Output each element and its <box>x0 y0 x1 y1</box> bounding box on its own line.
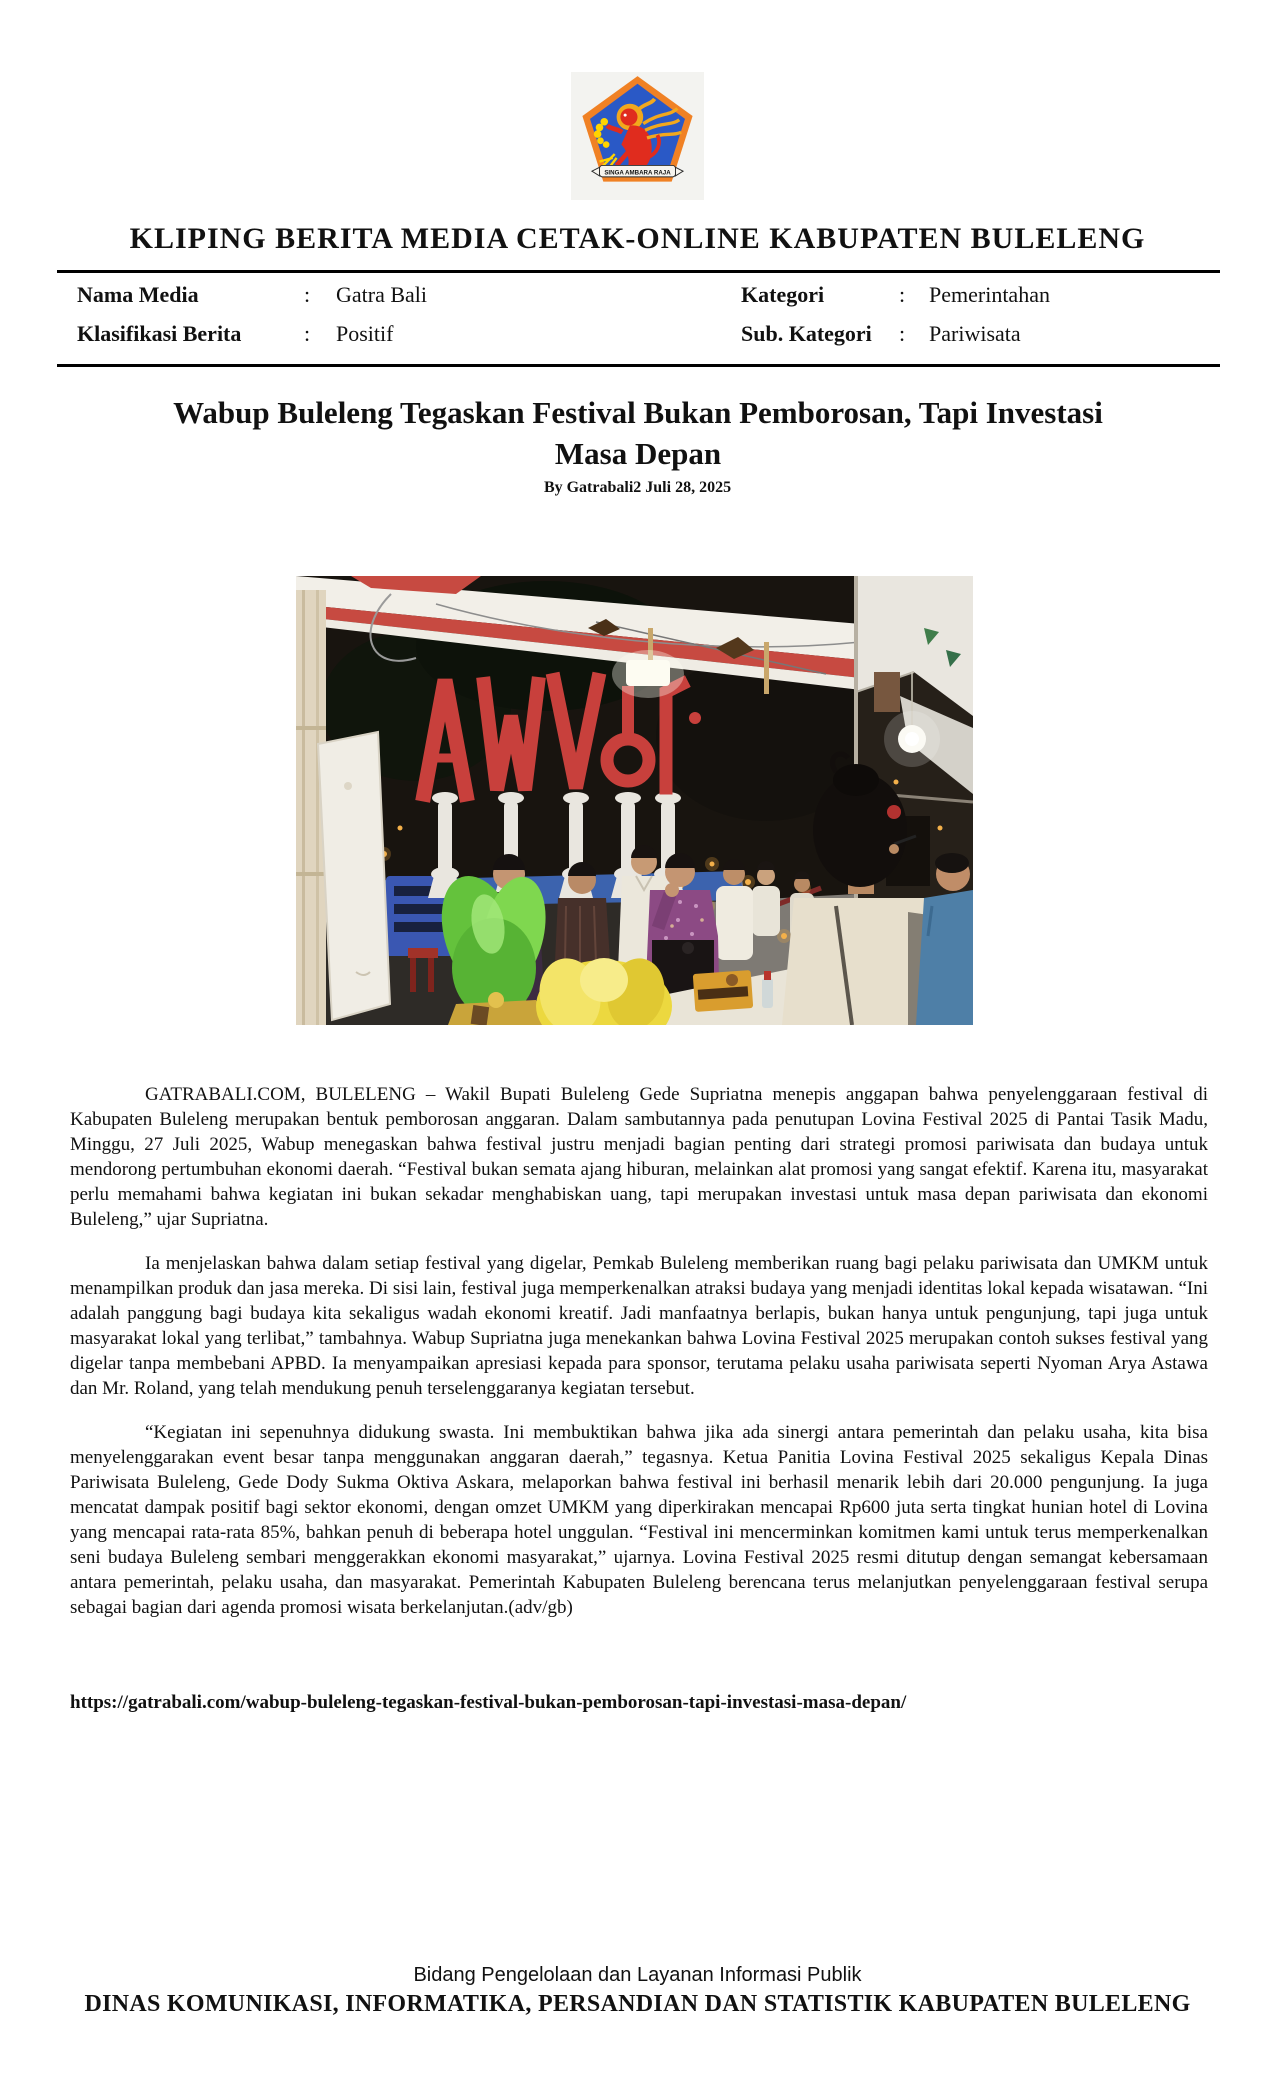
colon-separator: : <box>304 282 311 307</box>
regency-logo <box>571 72 704 200</box>
value-klasifikasi-berita: Positif <box>336 321 394 346</box>
label-klasifikasi-berita: Klasifikasi Berita <box>77 321 242 346</box>
article-source-url[interactable]: https://gatrabali.com/wabup-buleleng-tegaskan-festival-bukan-pemborosan-tapi-investasi-masa-depan/ <box>70 1692 907 1713</box>
article-paragraph-2: Ia menjelaskan bahwa dalam setiap festival yang digelar, Pemkab Buleleng memberikan ruang bagi pelaku pariwisata dan UMKM untuk menampilkan produk dan jasa mereka. Di sisi lain, festival juga memperkenalkan atraksi budaya yang menjadi identitas lokal kepada wisatawan. “Ini adalah panggung bagi budaya kita sekaligus wadah ekonomi kreatif. Jadi manfaatnya berlapis, bukan hanya untuk pengunjung, tapi juga untuk masyarakat lokal yang terlibat,” tambahnya. Wabup Supriatna juga menekankan bahwa Lovina Festival 2025 merupakan contoh sukses festival yang digelar tanpa membebani APBD. Ia menyampaikan apresiasi kepada para sponsor, terutama pelaku usaha pariwisata seperti Nyoman Arya Astawa dan Mr. Roland, yang telah mendukung penuh terselenggaranya kegiatan tersebut. <box>70 1253 1208 1399</box>
article-title <box>68 392 1208 474</box>
label-sub-kategori: Sub. Kategori <box>741 321 872 346</box>
floodlight <box>612 650 684 698</box>
meta-row <box>77 280 1197 319</box>
article-paragraph-3: “Kegiatan ini sepenuhnya didukung swasta. Ini membuktikan bahwa jika ada sinergi antara pemerintah dan pelaku usaha, kita bisa menyelenggarakan event besar tanpa menggunakan anggaran daerah,” tegasnya. Ketua Panitia Lovina Festival 2025 sekaligus Kepala Dinas Pariwisata Buleleng, Gede Dody Sukma Oktiva Askara, melaporkan bahwa festival ini berhasil menarik lebih dari 20.000 pengunjung. Ia juga mencatat dampak positif bagi sektor ekonomi, dengan omzet UMKM yang diperkirakan mencapai Rp600 juta serta tingkat hunian hotel di Lovina yang mencapai rata-rata 85%, bahkan penuh di beberapa hotel unggulan. “Festival ini mencerminkan komitmen kami untuk terus memperkenalkan seni budaya Buleleng sembari menggerakkan ekonomi masyarakat,” ujarnya. Lovina Festival 2025 resmi ditutup dengan semangat kebersamaan antara pemerintah, pelaku usaha, dan masyarakat. Pemerintah Kabupaten Buleleng berencana terus melanjutkan penyelenggaraan festival serupa sebagai bagian dari agenda promosi wisata berkelanjutan.(adv/gb) <box>70 1422 1208 1618</box>
colon-separator: : <box>899 321 906 346</box>
footer-agency: DINAS KOMUNIKASI, INFORMATIKA, PERSANDIAN DAN STATISTIK KABUPATEN BULELENG <box>84 1991 1191 2017</box>
article-title-line1: Wabup Buleleng Tegaskan Festival Bukan Pemborosan, Tapi Investasi <box>173 395 1103 430</box>
emblem-banner <box>592 165 683 176</box>
meta-right-cell <box>741 321 1021 347</box>
article-photo <box>296 576 973 1025</box>
festival-photo-illustration <box>296 576 973 1025</box>
colon-separator: : <box>304 321 311 346</box>
label-kategori: Kategori <box>741 282 825 307</box>
snack-box <box>693 970 754 1012</box>
value-sub-kategori: Pariwisata <box>929 321 1021 346</box>
colon-separator: : <box>899 282 906 307</box>
article-byline: By Gatrabali2 Juli 28, 2025 <box>543 479 732 496</box>
header-rule-bottom <box>57 364 1220 367</box>
emblem-banner-text: SINGA AMBARA RAJA <box>604 169 671 177</box>
article-paragraph-1: GATRABALI.COM, BULELENG – Wakil Bupati Buleleng Gede Supriatna menepis anggapan bahwa penyelenggaraan festival di Kabupaten Buleleng merupakan bentuk pemborosan anggaran. Dalam sambutannya pada penutupan Lovina Festival 2025 di Pantai Tasik Madu, Minggu, 27 Juli 2025, Wabup menegaskan bahwa festival justru menjadi bagian penting dari strategi promosi pariwisata dan budaya untuk mendorong pertumbuhan ekonomi daerah. “Festival bukan semata ajang hiburan, melainkan alat promosi yang sangat efektif. Karena itu, masyarakat perlu memahami bahwa kegiatan ini bukan sekadar menghabiskan uang, tapi merupakan investasi untuk masa depan pariwisata dan ekonomi Buleleng,” ujar Supriatna. <box>70 1084 1208 1230</box>
label-nama-media: Nama Media <box>77 282 199 307</box>
meta-row <box>77 319 1197 358</box>
meta-right-cell <box>741 282 1050 308</box>
gift-wrap-yellow <box>532 952 672 1025</box>
value-kategori: Pemerintahan <box>929 282 1050 307</box>
media-meta-table <box>77 280 1197 358</box>
article-body <box>70 1082 1208 1682</box>
footer-division: Bidang Pengelolaan dan Layanan Informasi Publik <box>413 1964 862 1986</box>
document-title: KLIPING BERITA MEDIA CETAK-ONLINE KABUPATEN BULELENG <box>129 222 1146 255</box>
header-rule-top <box>57 270 1220 273</box>
value-nama-media: Gatra Bali <box>336 282 428 307</box>
article-title-line2: Masa Depan <box>554 436 722 471</box>
buleleng-emblem-icon <box>571 72 704 200</box>
